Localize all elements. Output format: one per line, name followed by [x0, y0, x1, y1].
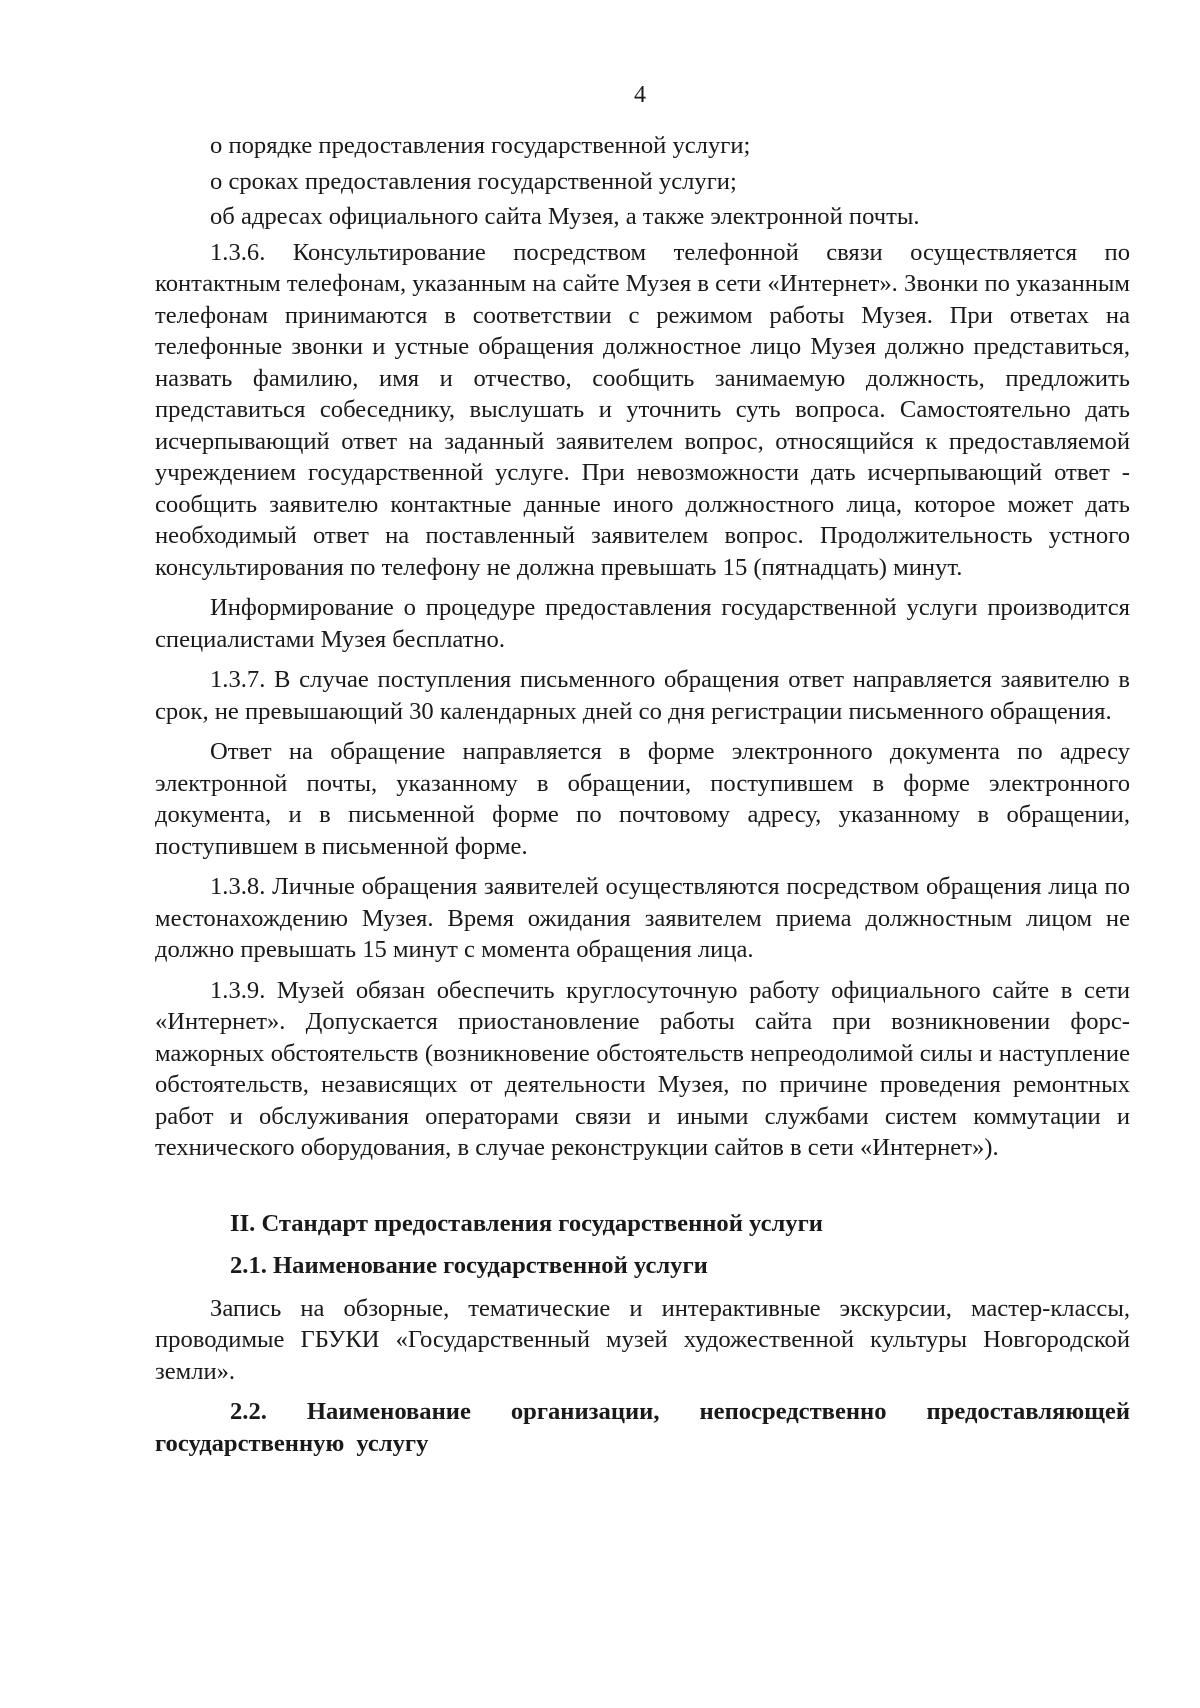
page-number: 4 — [634, 82, 646, 108]
paragraph-1-3-8: 1.3.8. Личные обращения заявителей осуществляются посредством обращения лица по местонахождению Музея. Время ожидания заявителем приема должностным лицом не должно превышать 15 минут с момента обращения лица. — [155, 873, 1130, 963]
document-body — [155, 130, 1130, 1470]
paragraph-1-3-7: 1.3.7. В случае поступления письменного обращения ответ направляется заявителю в срок, не превышающий 30 календарных дней со дня регистрации письменного обращения. — [155, 666, 1130, 725]
paragraph-website-addresses: об адресах официального сайта Музея, а также электронной почты. — [210, 203, 920, 230]
paragraph-electronic-response: Ответ на обращение направляется в форме электронного документа по адресу электронной почты, указанному в обращении, поступившем в форме электронного документа, и в письменной форме по почтовому адресу, указанному в обращении, поступившем в письменной форме. — [155, 738, 1130, 860]
subsection-title-2-1: 2.1. Наименование государственной услуги — [230, 1252, 708, 1279]
paragraph-service-terms: о сроках предоставления государственной услуги; — [210, 167, 737, 195]
paragraph-1-3-9: 1.3.9. Музей обязан обеспечить круглосуточную работу официального сайте в сети «Интернет». Допускается приостановление работы сайта при возникновении форс-мажорных обстоятельств (возникновение обстоятельств непреодолимой силы и наступление обстоятельств, независящих от деятельности Музея, по причине проведения ремонтных работ и обслуживания операторами связи и иными службами систем коммутации и технического оборудования, в случае реконструкции сайтов в сети «Интернет»). — [155, 976, 1130, 1161]
paragraph-order-of-service: о порядке предоставления государственной услуги; — [210, 132, 751, 159]
subsection-title-2-2: 2.2. Наименование организации, непосредственно предоставляющей государственную услугу — [155, 1398, 1130, 1457]
subsection-text-2-1: Запись на обзорные, тематические и интерактивные экскурсии, мастер-классы, проводимые ГБУКИ «Государственный музей художественной культуры Новгородской земли». — [155, 1294, 1130, 1385]
paragraph-1-3-6: 1.3.6. Консультирование посредством телефонной связи осуществляется по контактным телефонам, указанным на сайте Музея в сети «Интернет». Звонки по указанным телефонам принимаются в соответствии с режимом работы Музея. При ответах на телефонные звонки и устные обращения должностное лицо Музея должно представиться, назвать фамилию, имя и отчество, сообщить занимаемую должность, предложить представиться собеседнику, выслушать и уточнить суть вопроса. Самостоятельно дать исчерпывающий ответ на заданный заявителем вопрос, относящийся к предоставляемой учреждением государственной услуге. При невозможности дать исчерпывающий ответ - сообщить заявителю контактные данные иного должностного лица, которое может дать необходимый ответ на поставленный заявителем вопрос. Продолжительность устного консультирования по телефону не должна превышать 15 (пятнадцать) минут. — [155, 238, 1130, 581]
section-title-ii: II. Стандарт предоставления государственной услуги — [230, 1209, 823, 1237]
paragraph-informing-free: Информирование о процедуре предоставления государственной услуги производится специалистами Музея бесплатно. — [155, 594, 1130, 653]
